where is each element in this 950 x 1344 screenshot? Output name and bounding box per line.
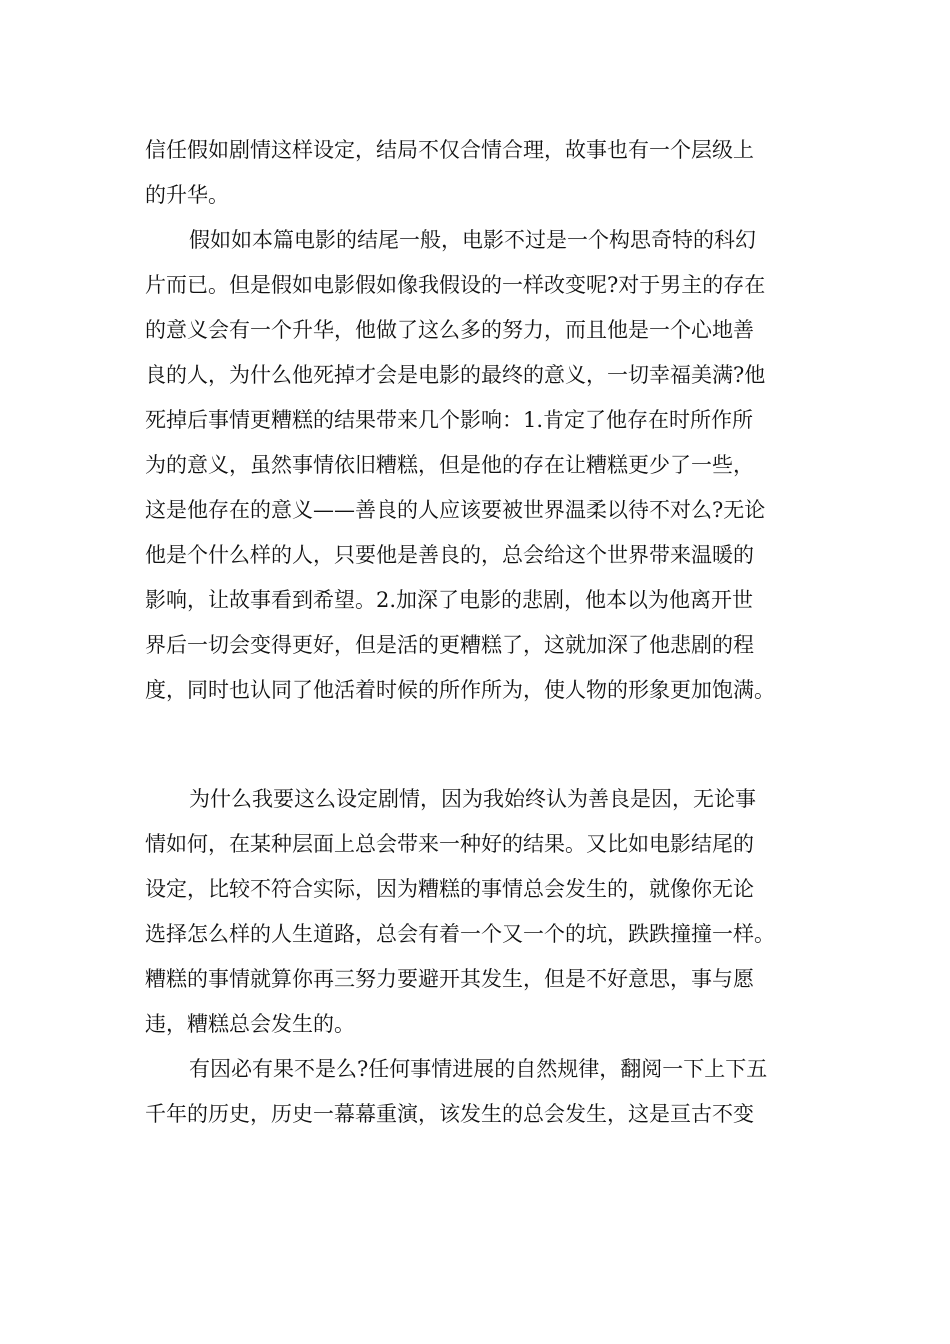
text-line: 违，糟糕总会发生的。 (145, 1012, 355, 1036)
paragraph-3 (145, 777, 815, 1047)
text-line: 度，同时也认同了他活着时候的所作所为，使人物的形象更加饱满。 (145, 678, 775, 702)
text-line: 的意义会有一个升华，他做了这么多的努力，而且他是一个心地善 (145, 318, 754, 342)
text-line: 有因必有果不是么?任何事情进展的自然规律，翻阅一下上下五 (189, 1057, 768, 1081)
text-line: 选择怎么样的人生道路，总会有着一个又一个的坑，跌跌撞撞一样。 (145, 922, 775, 946)
text-line: 良的人，为什么他死掉才会是电影的最终的意义，一切幸福美满?他 (145, 363, 766, 387)
text-line: 死掉后事情更糟糕的结果带来几个影响：1.肯定了他存在时所作所 (145, 408, 754, 432)
document-page (145, 128, 815, 1137)
text-line: 的升华。 (145, 183, 229, 207)
text-line: 设定，比较不符合实际，因为糟糕的事情总会发生的，就像你无论 (145, 877, 754, 901)
paragraph-4 (145, 1047, 815, 1137)
text-line: 这是他存在的意义——善良的人应该要被世界温柔以待不对么?无论 (145, 498, 766, 522)
text-line: 影响，让故事看到希望。2.加深了电影的悲剧，他本以为他离开世 (145, 588, 754, 612)
text-line: 为的意义，虽然事情依旧糟糕，但是他的存在让糟糕更少了一些， (145, 453, 754, 477)
paragraph-2 (145, 218, 815, 713)
paragraph-1 (145, 128, 815, 218)
text-line: 为什么我要这么设定剧情，因为我始终认为善良是因，无论事 (189, 787, 756, 811)
paragraph-gap (145, 713, 815, 777)
text-line: 信任假如剧情这样设定，结局不仅合情合理，故事也有一个层级上 (145, 138, 754, 162)
text-line: 界后一切会变得更好，但是活的更糟糕了，这就加深了他悲剧的程 (145, 633, 754, 657)
text-line: 他是个什么样的人，只要他是善良的，总会给这个世界带来温暖的 (145, 543, 754, 567)
text-line: 假如如本篇电影的结尾一般，电影不过是一个构思奇特的科幻 (189, 228, 756, 252)
text-line: 情如何，在某种层面上总会带来一种好的结果。又比如电影结尾的 (145, 832, 754, 856)
text-line: 糟糕的事情就算你再三努力要避开其发生，但是不好意思，事与愿 (145, 967, 754, 991)
text-line: 千年的历史，历史一幕幕重演，该发生的总会发生，这是亘古不变 (145, 1102, 754, 1126)
text-line: 片而已。但是假如电影假如像我假设的一样改变呢?对于男主的存在 (145, 273, 766, 297)
